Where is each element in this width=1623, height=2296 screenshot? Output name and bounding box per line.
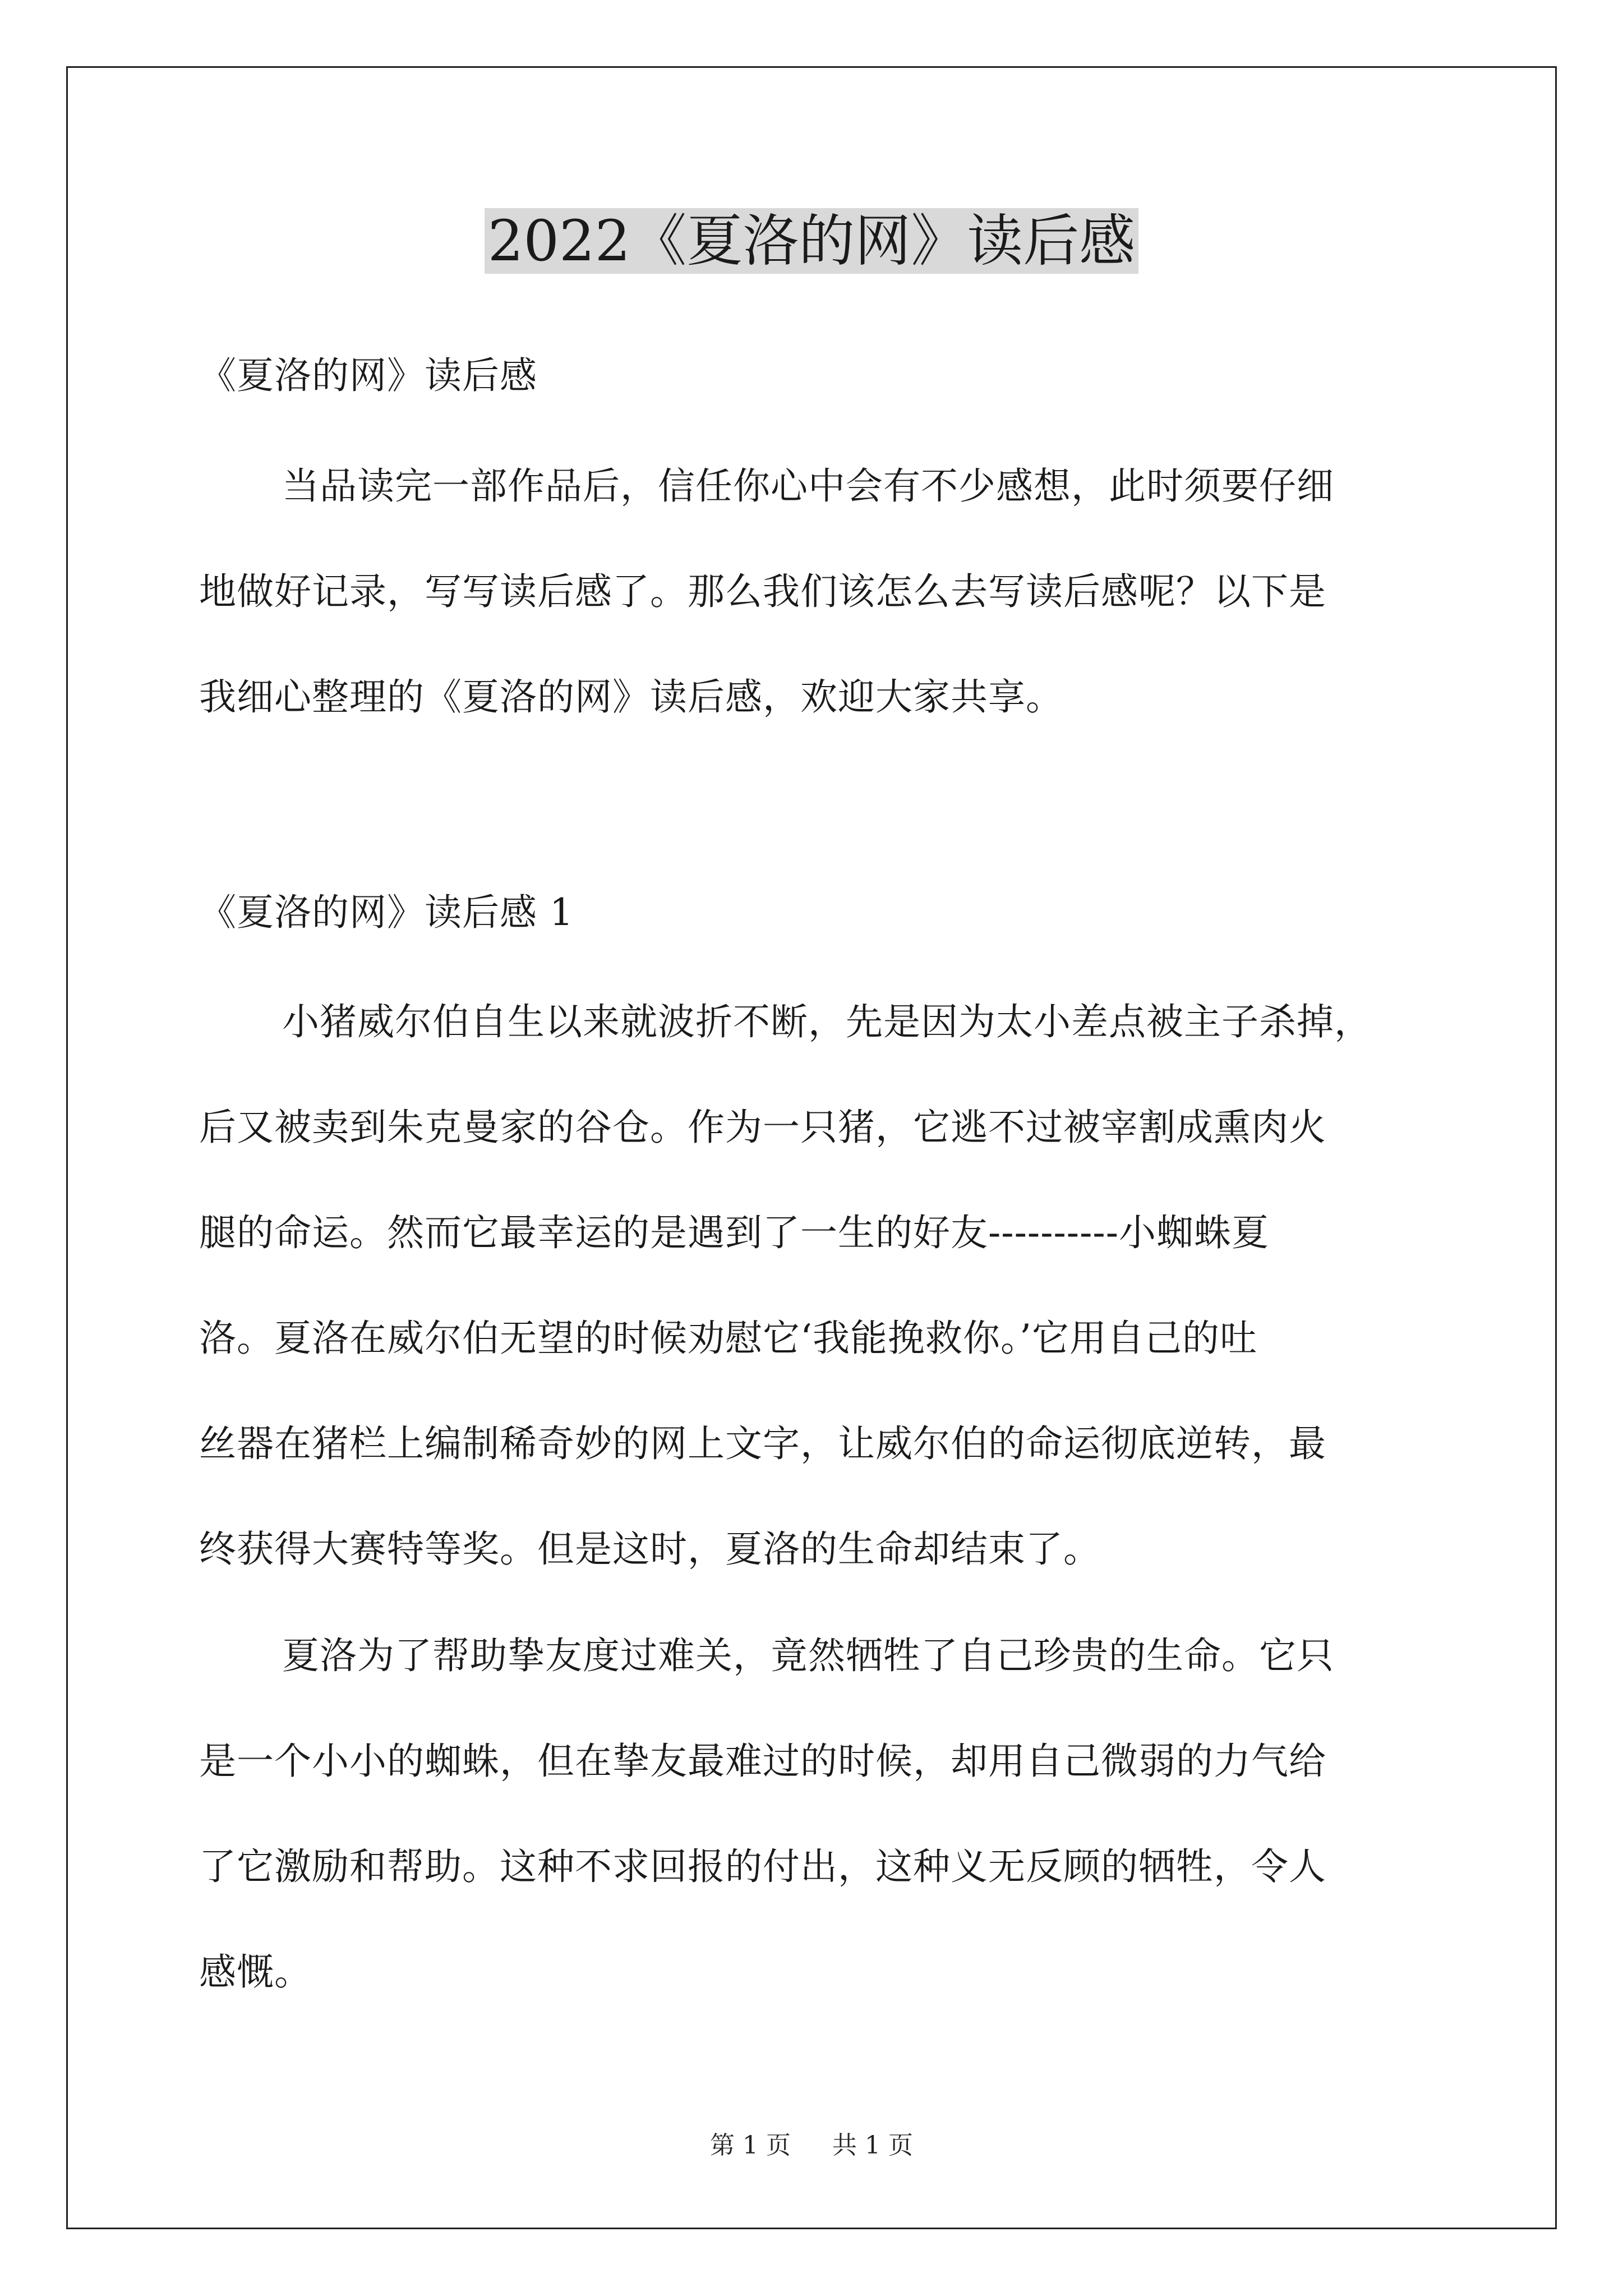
- paragraph-line: 洛。夏洛在威尔伯无望的时候劝慰它‘我能挽救你。’它用自己的吐: [199, 1317, 1257, 1360]
- paragraph-line: 腿的命运。然而它最幸运的是遇到了一生的好友----------小蜘蛛夏: [199, 1211, 1270, 1254]
- paragraph-line: 终获得大赛特等奖。但是这时，夏洛的生命却结束了。: [199, 1527, 1101, 1571]
- body-paragraph-1: [199, 969, 1430, 1602]
- page-footer: [0, 2129, 1623, 2162]
- section-heading: 《夏洛的网》读后感 1: [199, 891, 574, 934]
- document-title-text: 2022《夏洛的网》读后感: [485, 208, 1139, 274]
- intro-line: 我细心整理的《夏洛的网》读后感，欢迎大家共享。: [199, 675, 1063, 719]
- paragraph-line: 夏洛为了帮助挚友度过难关，竟然牺牲了自己珍贵的生命。它只: [282, 1634, 1334, 1677]
- body-paragraph-2: [199, 1603, 1430, 2025]
- document-subtitle: 《夏洛的网》读后感: [199, 354, 537, 397]
- intro-line: 当品读完一部作品后，信任你心中会有不少感想，此时须要仔细: [282, 464, 1334, 508]
- paragraph-line: 丝器在猪栏上编制稀奇妙的网上文字，让威尔伯的命运彻底逆转，最: [199, 1422, 1326, 1465]
- paragraph-line: 小猪威尔伯自生以来就波折不断，先是因为太小差点被主子杀掉，: [282, 1000, 1372, 1043]
- paragraph-line: 感慨。: [199, 1950, 312, 1994]
- intro-paragraph: [199, 434, 1430, 750]
- page-number-current: 第 1 页: [710, 2131, 791, 2160]
- paragraph-line: 了它激励和帮助。这种不求回报的付出，这种义无反顾的牺牲，令人: [199, 1845, 1326, 1888]
- intro-line: 地做好记录，写写读后感了。那么我们该怎么去写读后感呢？以下是: [199, 570, 1326, 613]
- paragraph-line: 后又被卖到朱克曼家的谷仓。作为一只猪，它逃不过被宰割成熏肉火: [199, 1106, 1326, 1149]
- document-title: [0, 202, 1623, 280]
- page-number-total: 共 1 页: [832, 2131, 913, 2160]
- paragraph-line: 是一个小小的蜘蛛，但在挚友最难过的时候，却用自己微弱的力气给: [199, 1740, 1326, 1783]
